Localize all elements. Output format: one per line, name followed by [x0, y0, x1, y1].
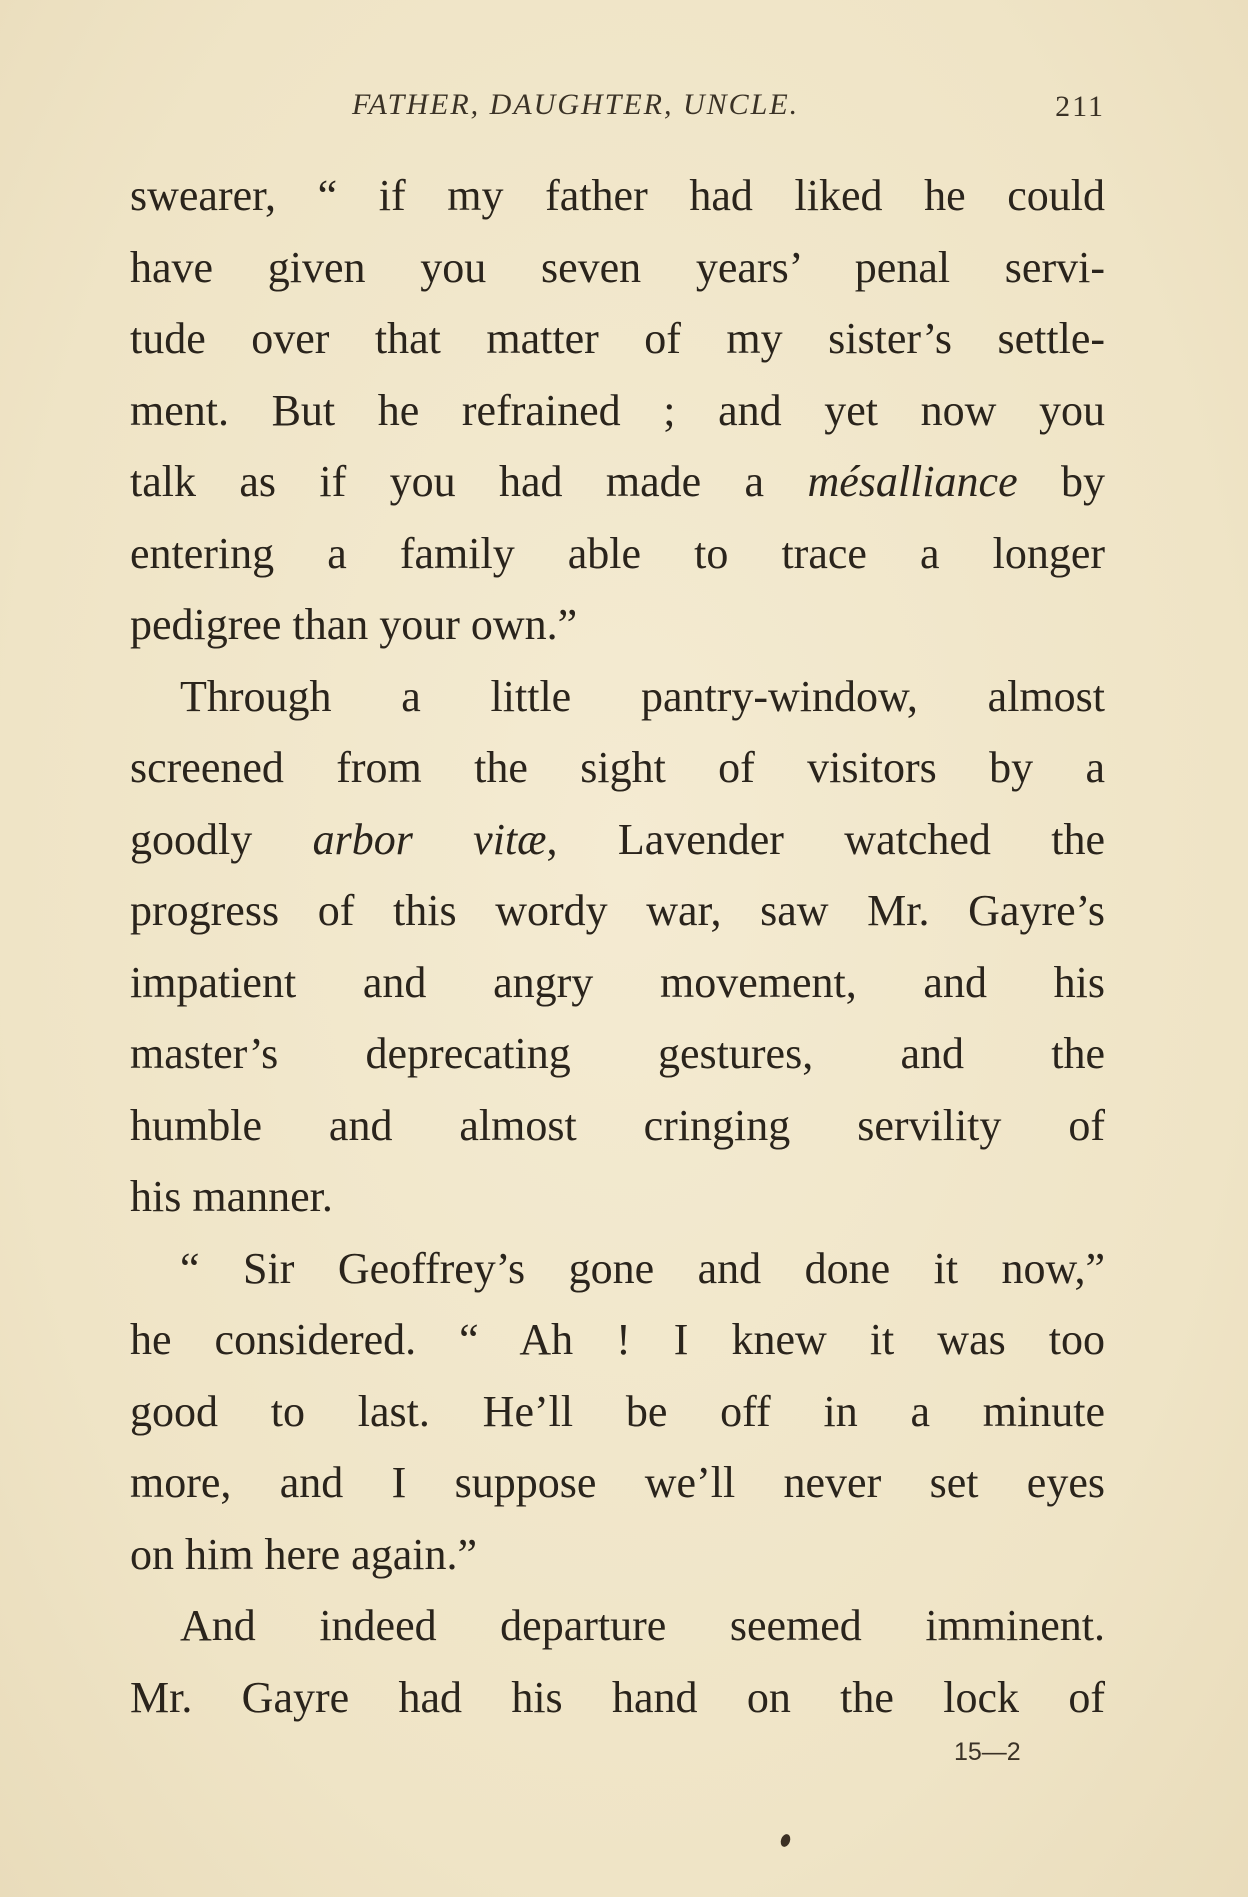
text-line: Mr. Gayre had his hand on the lock of: [130, 1672, 1105, 1722]
text-line: ment. But he refrained ; and yet now you: [130, 385, 1105, 435]
text-line: have given you seven years’ penal servi-: [130, 242, 1105, 292]
page-number: 211: [1055, 90, 1105, 123]
text-line: progress of this wordy war, saw Mr. Gayre’s: [130, 886, 1105, 935]
text-line: tude over that matter of my sister’s settle-: [130, 314, 1105, 363]
text-line: entering a family able to trace a longer: [130, 528, 1105, 578]
text-line: “ Sir Geoffrey’s gone and done it now,”: [180, 1243, 1105, 1293]
text-line: talk as if you had made a mésalliance by: [130, 457, 1105, 506]
text-line: Through a little pantry-window, almost: [180, 671, 1105, 721]
text-line: impatient and angry movement, and his: [130, 957, 1105, 1007]
text-line: pedigree than your own.”: [130, 600, 578, 649]
text-line: goodly arbor vitæ, Lavender watched the: [130, 814, 1105, 864]
italic-phrase: mésalliance: [807, 457, 1018, 506]
ink-speck: [779, 1833, 792, 1848]
signature-mark: 15—2: [954, 1738, 1021, 1766]
text-line: master’s deprecating gestures, and the: [130, 1029, 1105, 1078]
italic-phrase: arbor vitæ: [312, 814, 547, 864]
text-line: on him here again.”: [130, 1529, 477, 1579]
running-title: FATHER, DAUGHTER, UNCLE.: [352, 88, 800, 121]
text-line: good to last. He’ll be off in a minute: [130, 1386, 1105, 1436]
text-line: his manner.: [130, 1172, 333, 1221]
text-line: humble and almost cringing servility of: [130, 1100, 1105, 1150]
body-text: [130, 160, 1105, 1733]
text-line: And indeed departure seemed imminent.: [180, 1601, 1105, 1650]
text-line: more, and I suppose we’ll never set eyes: [130, 1458, 1105, 1507]
running-head: [130, 88, 1105, 128]
text-line: he considered. “ Ah ! I knew it was too: [130, 1315, 1105, 1364]
text-line: screened from the sight of visitors by a: [130, 743, 1105, 792]
text-line: swearer, “ if my father had liked he could: [130, 171, 1105, 220]
